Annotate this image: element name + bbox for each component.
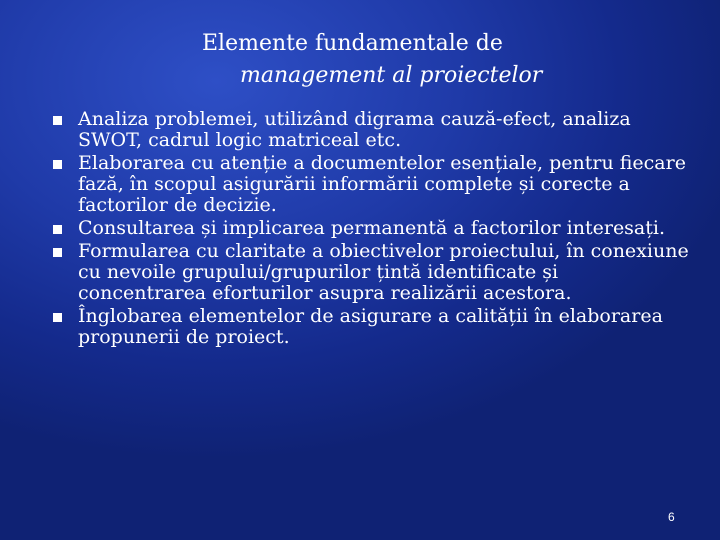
page-number: 6 <box>668 510 675 524</box>
bullet-item <box>50 218 690 239</box>
square-bullet-icon <box>53 313 62 322</box>
bullet-item <box>50 153 690 216</box>
bullet-item <box>50 109 690 151</box>
slide-title-line-1: Elemente fundamentale de <box>202 31 503 56</box>
bullet-item <box>50 306 690 348</box>
square-bullet-icon <box>53 160 62 169</box>
square-bullet-icon <box>53 248 62 257</box>
slide-title-line-2: management al proiectelor <box>240 63 543 88</box>
square-bullet-icon <box>53 116 62 125</box>
bullet-text: Consultarea și implicarea permanentă a factorilor interesați. <box>78 217 666 239</box>
bullet-text: Înglobarea elementelor de asigurare a calității în elaborarea propunerii de proiect. <box>78 305 663 348</box>
bullet-text: Analiza problemei, utilizând digrama cauză-efect, analiza SWOT, cadrul logic matriceal etc. <box>78 108 631 151</box>
bullet-item <box>50 241 690 304</box>
bullet-text: Elaborarea cu atenție a documentelor esențiale, pentru fiecare fază, în scopul asigurării informării complete și corecte a factorilor de decizie. <box>78 152 686 216</box>
bullet-list <box>50 109 690 350</box>
square-bullet-icon <box>53 225 62 234</box>
bullet-text: Formularea cu claritate a obiectivelor proiectului, în conexiune cu nevoile grupului/grupurilor țintă identificate și concentrarea eforturilor asupra realizării acestora. <box>78 240 689 304</box>
